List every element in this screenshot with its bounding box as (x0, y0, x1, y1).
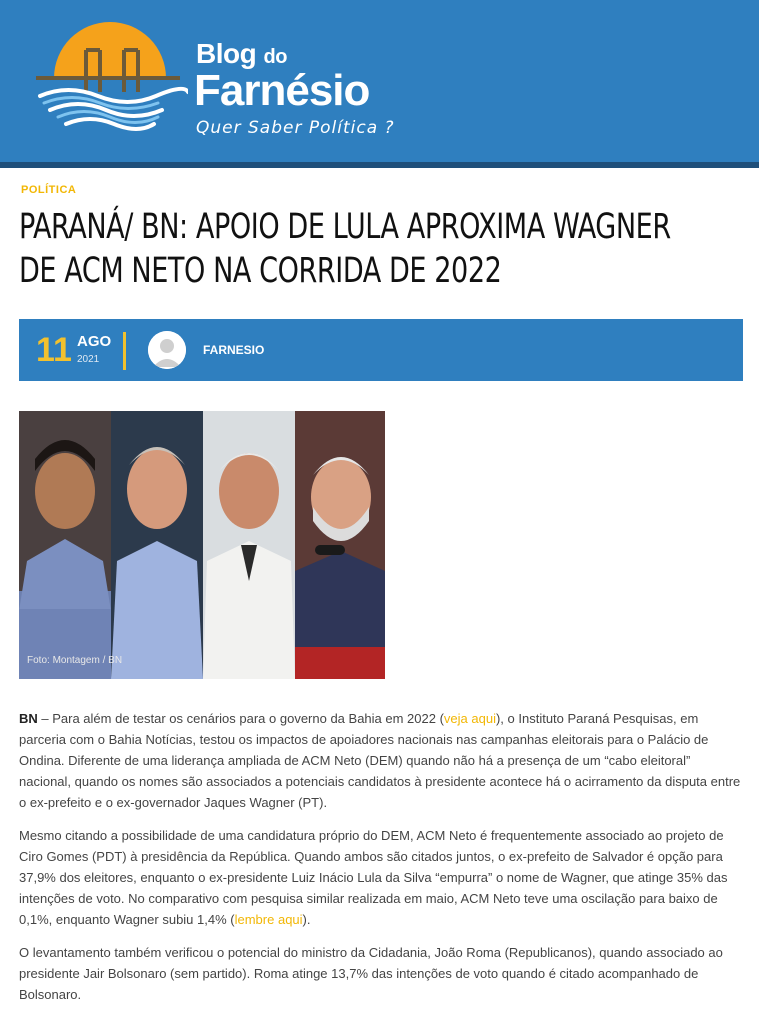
category-link[interactable]: POLÍTICA (21, 184, 77, 196)
post-meta-bar (19, 319, 743, 381)
lembre-aqui-link[interactable]: lembre aqui (234, 912, 303, 927)
featured-image (19, 411, 385, 679)
post-date-month: AGO (77, 333, 112, 350)
author-link[interactable]: FARNESIO (203, 343, 265, 357)
veja-aqui-link[interactable]: veja aqui (443, 711, 496, 726)
article-title: PARANÁ/ BN: APOIO DE LULA APROXIMA WAGNER DE ACM NETO NA CORRIDA DE 2022 (19, 207, 671, 291)
post-date-year: 2021 (77, 354, 100, 365)
meta-divider (123, 332, 126, 370)
logo-site-name: Farnésio (194, 66, 370, 115)
article-paragraph-2: Mesmo citando a possibilidade de uma candidatura próprio do DEM, ACM Neto é frequentemente associado ao projeto de Ciro Gomes (PDT) à presidência da República. Quando ambos são citados juntos, o ex-prefeito de Salvador é opção para 37,9% dos eleitores, enquanto o ex-presidente Luiz Inácio Lula da Silva “empurra” o nome de Wagner, que atinge 35% das intenções de voto. No comparativo com pesquisa similar realizada em maio, ACM Neto teve uma oscilação para baixo de 0,1%, enquanto Wagner subiu 1,4% (lembre aqui). (19, 828, 728, 927)
article-paragraph-3: O levantamento também verificou o potencial do ministro da Cidadania, João Roma (Republicanos), quando associado ao presidente Jair Bolsonaro (sem partido). Roma atinge 13,7% das intenções de voto quando é citado acompanhado de Bolsonaro. (19, 945, 723, 1002)
logo-blog-text: Blog do (196, 38, 287, 69)
portrait-2 (111, 411, 203, 679)
portrait-4 (295, 411, 385, 679)
article-paragraph-1: BN – Para além de testar os cenários para o governo da Bahia em 2022 (veja aqui), o Instituto Paraná Pesquisas, em parceria com o Bahia Notícias, testou os impactos de apoiadores nacionais nas campanhas eleitorais para o Palácio de Ondina. Diferente de uma liderança ampliada de ACM Neto (DEM) quando não há a presença de um “cabo eleitoral” nacional, quando os nomes são associados a potenciais candidatos à presidente acontece há o acirramento da disputa entre o ex-prefeito e o ex-governador Jaques Wagner (PT). (19, 711, 741, 810)
header-divider (0, 162, 759, 168)
author-avatar[interactable] (148, 331, 186, 369)
logo-icon (28, 20, 188, 140)
article-body (19, 708, 741, 1017)
logo-tagline: Quer Saber Política ? (196, 118, 395, 138)
portrait-1 (19, 411, 111, 679)
post-date-day: 11 (36, 331, 72, 369)
portrait-3 (203, 411, 295, 679)
site-header (0, 0, 759, 162)
user-avatar-icon (148, 331, 186, 369)
photo-caption: Foto: Montagem / BN (27, 655, 123, 666)
